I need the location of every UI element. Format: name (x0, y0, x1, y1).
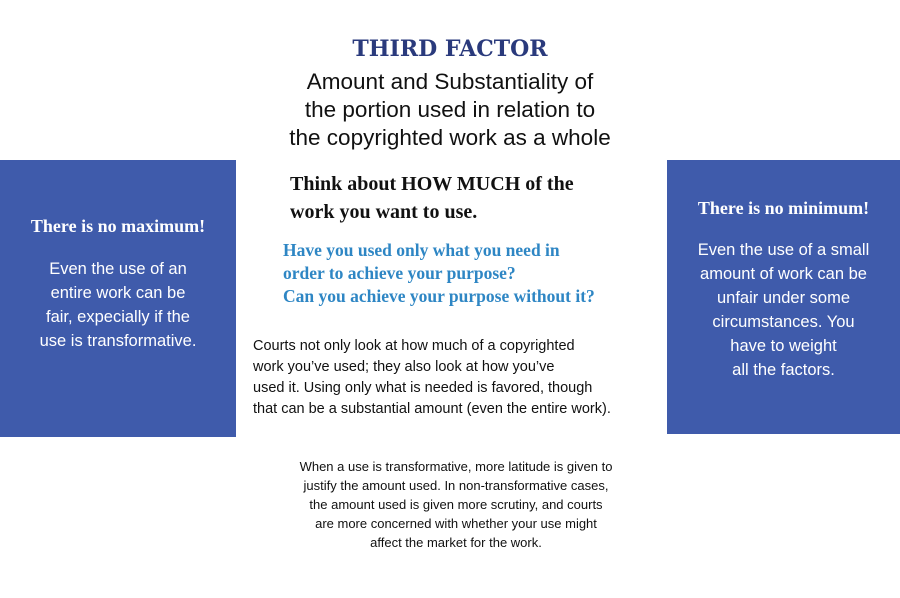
no-maximum-title: There is no maximum! (30, 216, 206, 236)
how-much-prompt: Think about HOW MUCH of the work you want to use. (290, 173, 574, 223)
page-heading: THIRD FACTOR (352, 36, 548, 62)
no-minimum-panel (667, 160, 900, 434)
transformative-paragraph: When a use is transformative, more latitude is given to justify the amount used. In non-transformative cases, the amount used is given more scrutiny, and courts are more concerned with whether your use might affect the market for the work. (299, 459, 613, 550)
no-maximum-panel (0, 160, 236, 437)
factor-subtitle: Amount and Substantiality of the portion used in relation to the copyrighted work as a whole (289, 69, 611, 150)
courts-paragraph: Courts not only look at how much of a copyrighted work you’ve used; they also look at how you’ve used it. Using only what is needed is favored, though that can be a substantial amount (even the entire work). (253, 338, 611, 417)
purpose-questions: Have you used only what you need in order to achieve your purpose? Can you achieve your purpose without it? (283, 240, 595, 306)
no-maximum-body: Even the use of an entire work can be fair, expecially if the use is transformative. (39, 260, 197, 350)
no-minimum-body: Even the use of a small amount of work can be unfair under some circumstances. You have to weight all the factors. (697, 241, 870, 379)
no-minimum-title: There is no minimum! (697, 198, 870, 218)
